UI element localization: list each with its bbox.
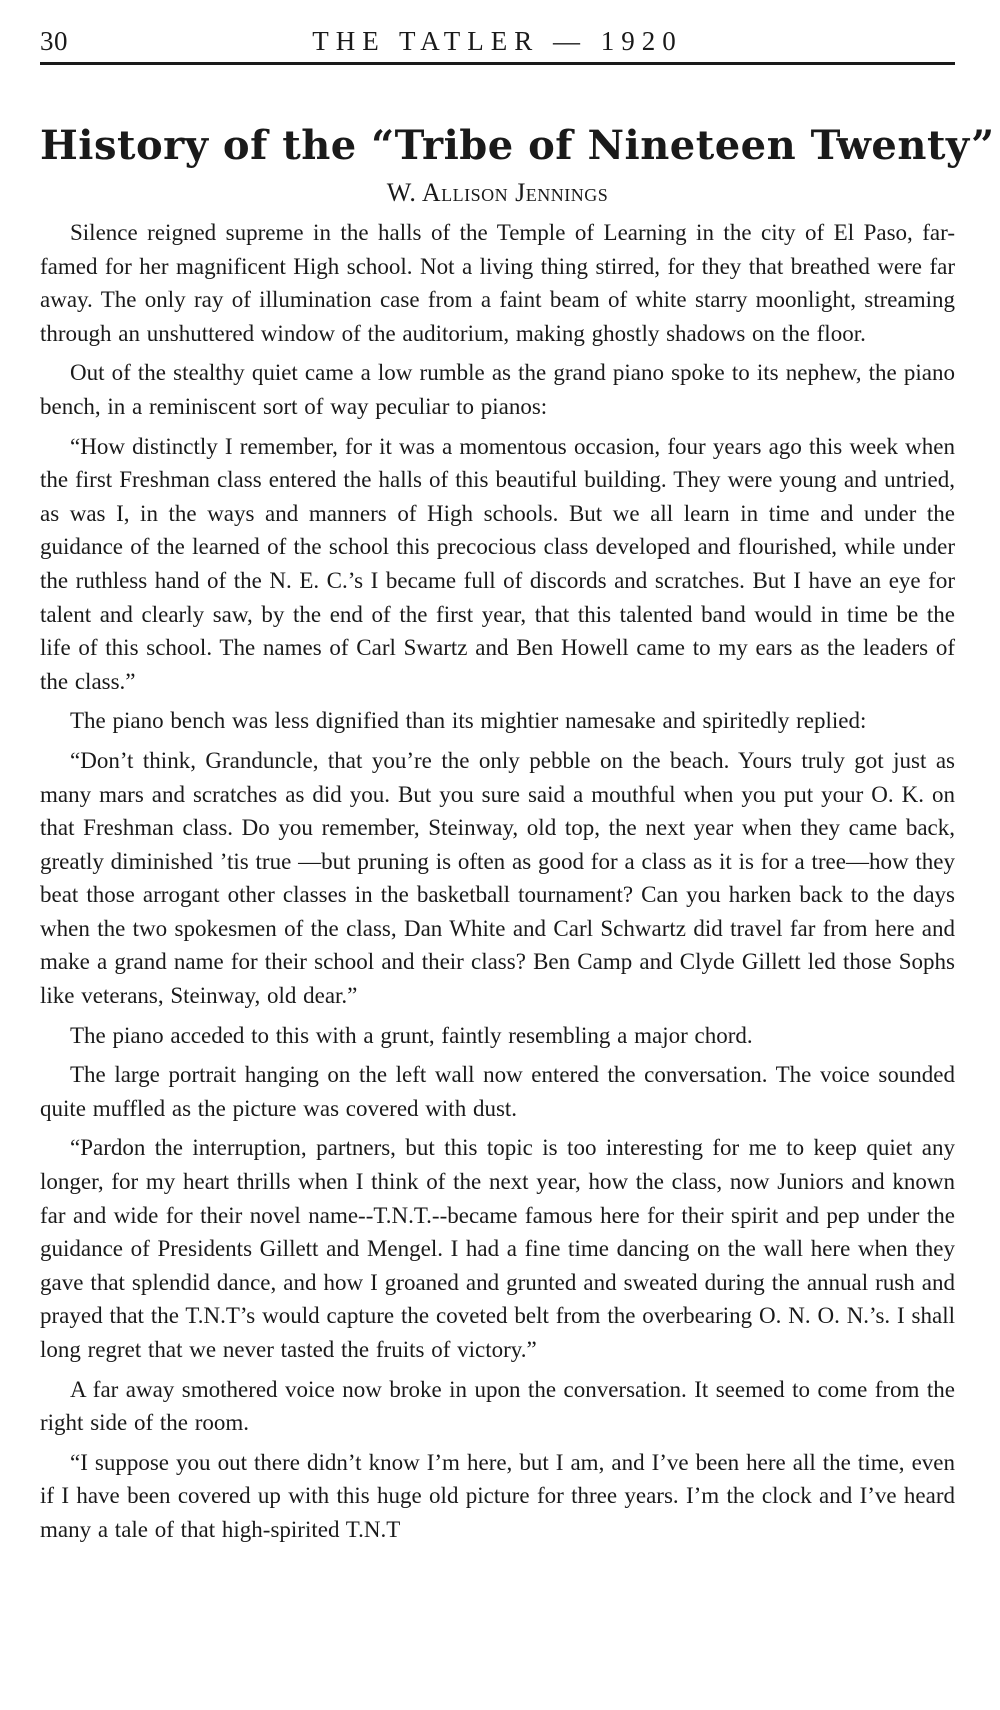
journal-title: THE TATLER — 1920	[312, 26, 683, 56]
paragraph: The large portrait hanging on the left wall now entered the conversation. The voice sounded quite muffled as the picture was covered with dust.	[40, 1062, 955, 1121]
paragraph: “Don’t think, Granduncle, that you’re the only pebble on the beach. Yours truly got just as many mars and scratches as did you. But you sure said a mouthful when you put your O. K. on that Freshman class. Do you remember, Steinway, old top, the next year when they came back, greatly diminished ’tis true —but pruning is often as good for a class as it is for a tree—how they beat those arrogant other classes in the basketball tournament? Can you harken back to the days when the two spokesmen of the class, Dan White and Carl Schwartz did travel far from here and make a grand name for their school and their class? Ben Camp and Clyde Gillett led those Sophs like veterans, Steinway, old dear.”	[40, 747, 955, 1009]
header-rule	[40, 62, 955, 65]
article-body	[40, 216, 955, 1547]
paragraph: Out of the stealthy quiet came a low rumble as the grand piano spoke to its nephew, the piano bench, in a reminiscent sort of way peculiar to pianos:	[40, 360, 955, 419]
paragraph: “How distinctly I remember, for it was a momentous occasion, four years ago this week when the first Freshman class entered the halls of this beautiful building. They were young and untried, as was I, in the ways and manners of High schools. But we all learn in time and under the guidance of the learned of the school this precocious class developed and flourished, while under the ruthless hand of the N. E. C.’s I became full of discords and scratches. But I have an eye for talent and clearly saw, by the end of the first year, that this talented band would in time be the life of this school. The names of Carl Swartz and Ben Howell came to my ears as the leaders of the class.”	[40, 433, 955, 694]
article-title: History of the “Tribe of Nineteen Twenty”	[40, 122, 995, 169]
running-head	[40, 0, 955, 64]
paragraph: Silence reigned supreme in the halls of the Temple of Learning in the city of El Paso, far-famed for her magnificent High school. Not a living thing stirred, for they that breathed were far away. The only ray of illumination case from a faint beam of white starry moonlight, streaming through an unshuttered window of the auditorium, making ghostly shadows on the floor.	[40, 220, 955, 346]
paragraph: “I suppose you out there didn’t know I’m here, but I am, and I’ve been here all the time, even if I have been covered up with this huge old picture for three years. I’m the clock and I’ve heard many a tale of that high-spirited T.N.T	[40, 1449, 955, 1542]
page	[40, 0, 995, 1553]
paragraph: The piano bench was less dignified than its mightier namesake and spiritedly replied:	[70, 708, 867, 734]
paragraph: The piano acceded to this with a grunt, faintly resembling a major chord.	[70, 1022, 753, 1048]
paragraph: “Pardon the interruption, partners, but this topic is too interesting for me to keep quiet any longer, for my heart thrills when I think of the next year, how the class, now Juniors and known far and wide for their novel name--T.N.T.--became famous here for their spirit and pep under the guidance of Presidents Gillett and Mengel. I had a fine time dancing on the wall here when they gave that splendid dance, and how I groaned and grunted and sweated during the annual rush and prayed that the T.N.T’s would capture the coveted belt from the overbearing O. N. O. N.’s. I shall long regret that we never tasted the fruits of victory.”	[40, 1135, 955, 1362]
page-number: 30	[40, 26, 68, 56]
paragraph: A far away smothered voice now broke in upon the conversation. It seemed to come from the right side of the room.	[40, 1376, 955, 1436]
author-byline: W. Allison Jennings	[386, 178, 609, 207]
